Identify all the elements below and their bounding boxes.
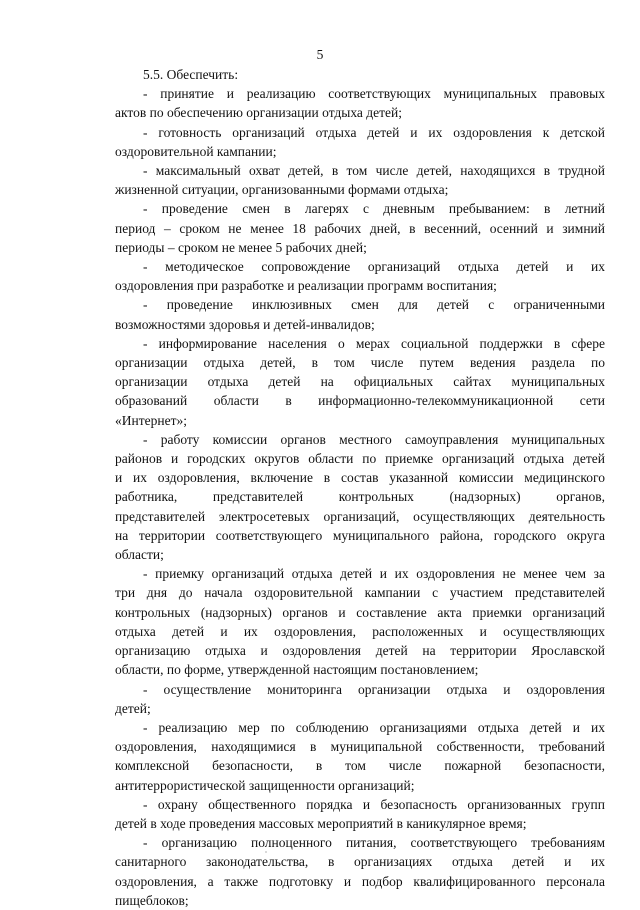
text-line: организации отдыха детей на официальных сайтах муниципальных [115,374,605,390]
text-line: организации отдыха детей, в том числе путем ведения раздела по [115,355,605,371]
page-number: 5 [316,47,324,62]
text-line: на территории соответствующего муниципального района, городского округа [115,527,605,543]
text-line: образований области в информационно-телекоммуникационной сети [115,393,605,409]
text-line: организацию отдыха и оздоровления детей на территории Ярославской [115,643,605,659]
list-item [115,564,605,679]
text-line: - информирование населения о мерах социальной поддержки в сфере [143,335,605,351]
text-line: период – сроком не менее 18 рабочих дней, в весенний, осенний и зимний [115,220,605,236]
text-line: - приемку организаций отдыха детей и их оздоровления не менее чем за [143,566,605,582]
list-item [115,161,605,199]
text-line: санитарного законодательства, в организациях отдыха детей и их [115,854,605,870]
text-line: - осуществление мониторинга организации отдыха и оздоровления [143,681,605,697]
list-item [115,257,605,295]
text-line: области; [115,547,164,563]
text-line: и их оздоровления, включение в состав указанной комиссии медицинского [115,470,605,486]
text-line: - проведение смен в лагерях с дневным пребыванием: в летний [143,201,605,217]
document-body [115,65,605,910]
text-line: представителей электросетевых организаций, осуществляющих деятельность [115,508,605,524]
text-line: «Интернет»; [115,412,187,428]
list-item [115,795,605,833]
list-item [115,123,605,161]
text-line: - реализацию мер по соблюдению организациями отдыха детей и их [143,719,605,735]
list-item [115,84,605,122]
text-line: работника, представителей контрольных (надзорных) органов, [115,489,605,505]
text-line: - работу комиссии органов местного самоуправления муниципальных [143,431,605,447]
text-line: - охрану общественного порядка и безопасность организованных групп [143,796,605,812]
text-line: актов по обеспечению организации отдыха детей; [115,105,403,121]
section-heading: 5.5. Обеспечить: [143,67,239,82]
text-line: контрольных (надзорных) органов и составление акта приемки организаций [115,604,605,620]
text-line: три дня до начала оздоровительной кампании с участием представителей [115,585,605,601]
text-line: - организацию полноценного питания, соответствующего требованиям [143,835,605,851]
list-item [115,718,605,795]
text-line: - принятие и реализацию соответствующих муниципальных правовых [143,86,605,102]
text-line: жизненной ситуации, организованными формами отдыха; [115,182,449,198]
text-line: оздоровления, а также подготовку и подбор квалифицированного персонала [115,873,605,889]
text-line: антитеррористической защищенности организаций; [115,777,415,793]
text-line: - готовность организаций отдыха детей и их оздоровления к детской [143,124,605,140]
list-item [115,680,605,718]
text-line: комплексной безопасности, в том числе пожарной безопасности, [115,758,605,774]
text-line: - проведение инклюзивных смен для детей с ограниченными [143,297,605,313]
scan-artifact [265,851,267,853]
list-item [115,199,605,257]
item-list [115,84,605,910]
list-item [115,295,605,333]
list-item [115,430,605,564]
text-line: оздоровления при разработке и реализации программ воспитания; [115,278,497,294]
text-line: детей; [115,700,151,716]
text-line: области, по форме, утвержденной настоящим постановлением; [115,662,479,678]
text-line: пищеблоков; [115,892,189,908]
text-line: районов и городских округов области по приемке организаций отдыха детей [115,451,605,467]
text-line: периоды – сроком не менее 5 рабочих дней; [115,239,367,255]
list-item [115,833,605,910]
list-item [115,334,605,430]
text-line: детей в ходе проведения массовых мероприятий в каникулярное время; [115,815,527,831]
text-line: возможностями здоровья и детей-инвалидов; [115,316,375,332]
text-line: отдыха детей и их оздоровления, расположенных и осуществляющих [115,623,605,639]
text-line: оздоровления, находящимися в муниципальной собственности, требований [115,739,605,755]
text-line: оздоровительной кампании; [115,143,277,159]
text-line: - максимальный охват детей, в том числе детей, находящихся в трудной [143,163,605,179]
text-line: - методическое сопровождение организаций отдыха детей и их [143,259,605,275]
